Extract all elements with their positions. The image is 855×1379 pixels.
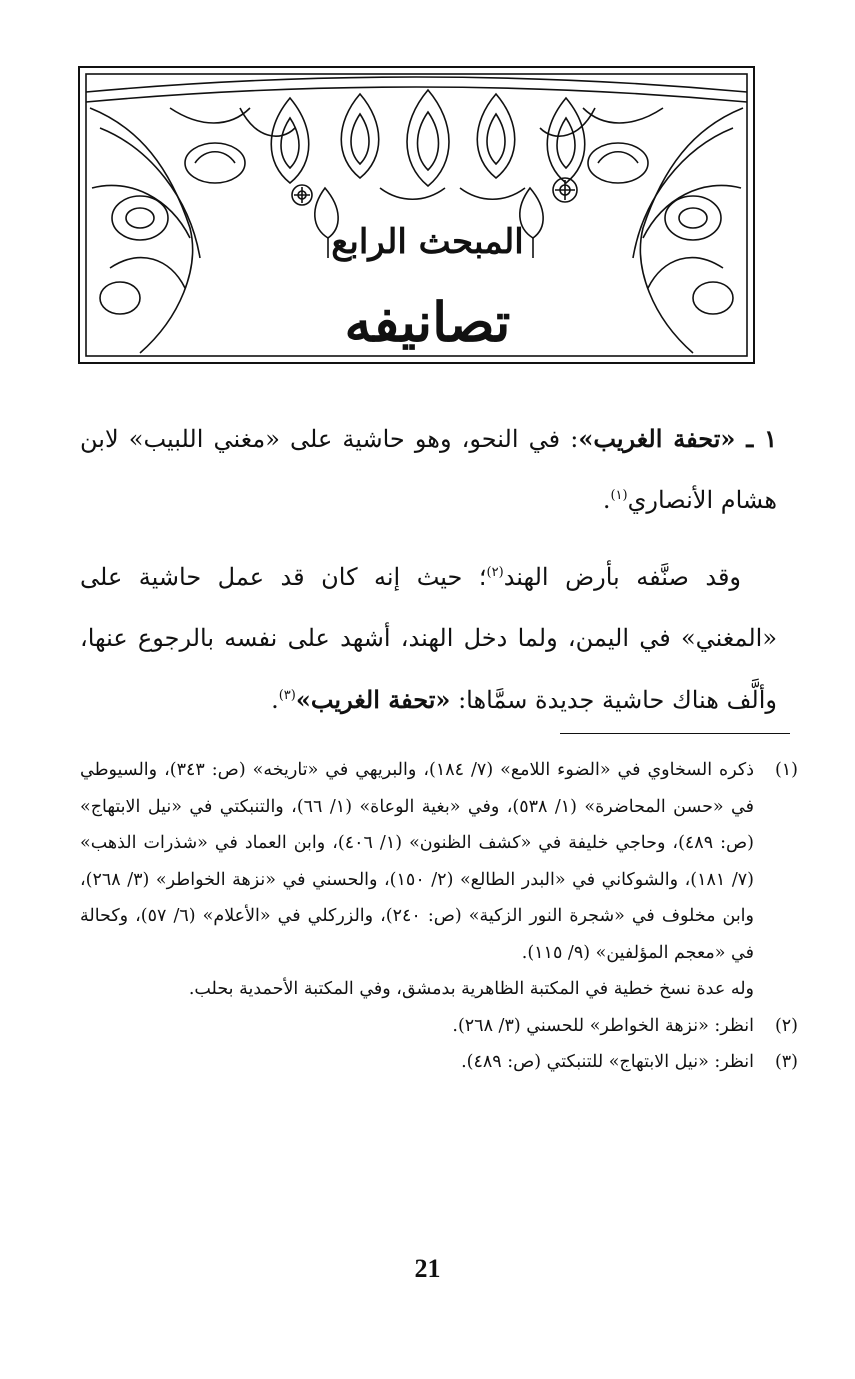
footnote-3 <box>80 1044 798 1081</box>
footnote-ref-1: (١) <box>610 488 628 503</box>
footnote-1-extra: وله عدة نسخ خطية في المكتبة الظاهرية بدمشق، وفي المكتبة الأحمدية بحلب. <box>188 979 754 999</box>
footnote-ref-3: (٣) <box>278 688 296 703</box>
page-number: 21 <box>414 1254 441 1283</box>
book-title: ١ ـ «تحفة الغريب» <box>578 424 777 453</box>
footnotes <box>80 752 798 1081</box>
footnote-number: (٢) <box>774 1015 798 1036</box>
footnote-2 <box>80 1008 798 1045</box>
chapter-title: تصانيفه <box>344 290 511 354</box>
footnote-text: ذكره السخاوي في «الضوء اللامع» (٧/ ١٨٤)، والبريهي في «تاريخه» (ص: ٣٤٣)، والسيوطي في «حسن المحاضرة» (١/ ٥٣٨)، وفي «بغية الوعاة» (١/ ٦٦)، والتنبكتي في «نيل الابتهاج» (ص: ٤٨٩)، وحاجي خليفة في «كشف الظنون» (١/ ٤٠٦)، وابن العماد في «شذرات الذهب» (٧/ ١٨١)، والشوكاني في «البدر الطالع» (٢/ ١٥٠)، والحسني في «نزهة الخواطر» (٣/ ٢٦٨)، وابن مخلوف في «شجرة النور الزكية» (ص: ٢٤٠)، والزركلي في «الأعلام» (٦/ ٥٧)، وكحالة في «معجم المؤلفين» (٩/ ١١٥). <box>80 760 755 963</box>
paragraph-1-text: : في النحو، وهو حاشية على «مغني اللبيب» لابن هشام الأنصاري <box>80 425 777 514</box>
footnote-1 <box>80 752 798 971</box>
paragraph-1-end: . <box>602 486 611 514</box>
footnote-separator <box>560 733 790 734</box>
main-text <box>80 408 777 747</box>
paragraph-1 <box>80 408 777 531</box>
paragraph-2-end: . <box>271 686 279 714</box>
paragraph-2-text-a: وقد صنَّفه بأرض الهند <box>503 563 742 591</box>
footnote-ref-2: (٢) <box>486 565 504 580</box>
book-title-2: «تحفة الغريب» <box>295 685 451 714</box>
footnote-number: (١) <box>774 760 798 780</box>
footnote-text: انظر: «نيل الابتهاج» للتنبكتي (ص: ٤٨٩). <box>461 1052 754 1072</box>
footnote-number: (٣) <box>774 1052 798 1072</box>
paragraph-2-text-b: ؛ حيث إنه كان قد عمل حاشية على «المغني» في اليمن، ولما دخل الهند، أشهد على نفسه بالرجوع عنها، وألَّف هناك حاشية جديدة سمَّاها: <box>80 563 777 714</box>
chapter-label: المبحث الرابع <box>331 222 524 262</box>
footnote-text: انظر: «نزهة الخواطر» للحسني (٣/ ٢٦٨). <box>452 1015 754 1036</box>
paragraph-2 <box>80 547 777 731</box>
